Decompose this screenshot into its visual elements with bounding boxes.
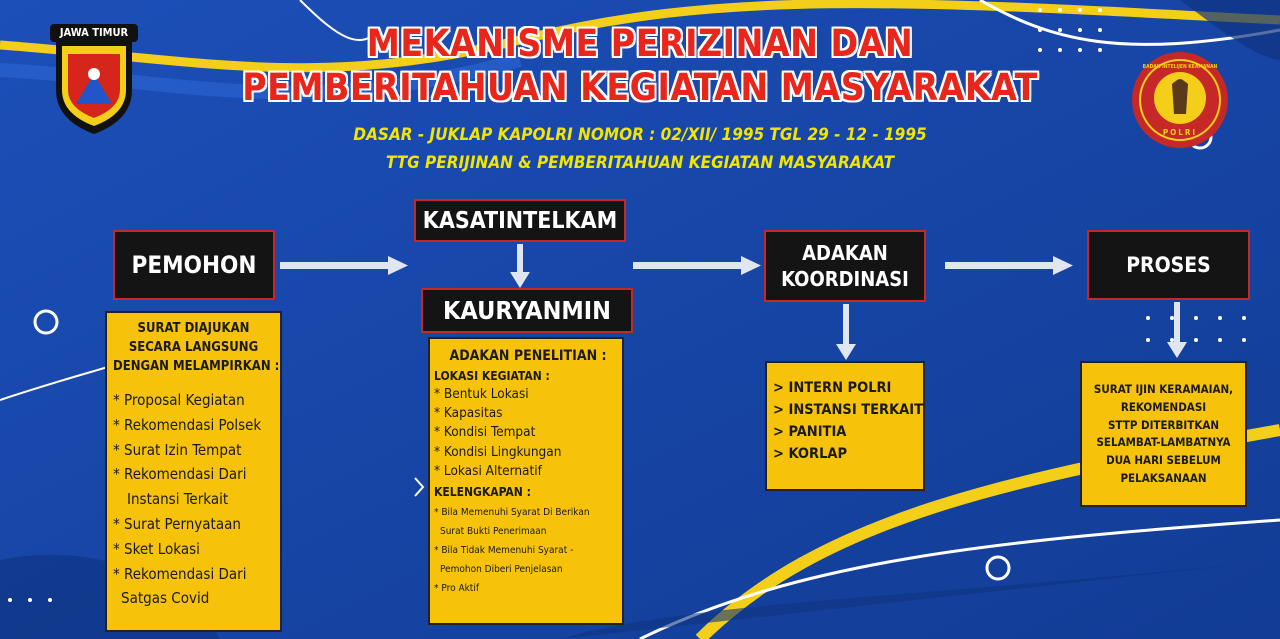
main-title-line2: PEMBERITAHUAN KEGIATAN MASYARAKAT [242, 66, 1038, 109]
kelengkapan-head: KELENGKAPAN : [434, 485, 531, 500]
list-item: Pemohon Diberi Penjelasan [440, 564, 563, 576]
main-title-line1: MEKANISME PERIZINAN DAN [366, 22, 914, 65]
arrow-koordinasi-down [836, 304, 856, 360]
proses-line: SELAMBAT-LAMBATNYA [1096, 435, 1231, 450]
basis-line2: TTG PERIJINAN & PEMBERITAHUAN KEGIATAN MASYARAKAT [385, 153, 895, 173]
list-item: Satgas Covid [121, 589, 210, 608]
arrow-koordinasi-to-proses [945, 256, 1075, 276]
penelitian-head: ADAKAN PENELITIAN : [449, 348, 607, 364]
step-koordinasi-label-1: ADAKAN [802, 241, 888, 265]
arrow-proses-down [1167, 302, 1187, 358]
jawa-timur-logo [46, 20, 142, 136]
arrow-kasat-to-kauryanmin [510, 244, 530, 288]
proses-result-box [1080, 361, 1247, 507]
proses-line: PELAKSANAAN [1120, 470, 1207, 485]
step-kauryanmin [421, 288, 633, 333]
proses-line: DUA HARI SEBELUM [1106, 453, 1221, 468]
list-item: > PANITIA [773, 424, 847, 440]
list-item: * Proposal Kegiatan [113, 391, 245, 409]
list-item: * Surat Izin Tempat [113, 440, 242, 459]
list-item: > INSTANSI TERKAIT [773, 402, 924, 418]
proses-line: REKOMENDASI [1120, 399, 1207, 414]
penelitian-box [428, 337, 624, 625]
arrow-to-koordinasi [633, 256, 763, 276]
step-proses [1087, 230, 1250, 300]
list-item: * Bentuk Lokasi [434, 386, 529, 402]
step-kauryanmin-label: KAURYANMIN [443, 296, 611, 325]
koordinasi-box [765, 361, 925, 491]
list-item: * Rekomendasi Dari [113, 564, 247, 583]
logo-right-bottom-text: POLRI [1162, 128, 1198, 137]
list-item: Surat Bukti Penerimaan [440, 526, 547, 538]
step-koordinasi-label-2: KOORDINASI [781, 267, 909, 291]
list-item: * Kondisi Tempat [434, 424, 536, 441]
list-item: > KORLAP [773, 446, 848, 462]
step-pemohon [113, 230, 275, 300]
lokasi-head: LOKASI KEGIATAN : [434, 369, 550, 383]
proses-line: SURAT IJIN KERAMAIAN, [1093, 382, 1234, 396]
list-item: * Kapasitas [434, 405, 503, 422]
list-item: * Lokasi Alternatif [434, 462, 542, 479]
step-proses-label: PROSES [1126, 253, 1211, 277]
step-pemohon-label: PEMOHON [131, 251, 257, 279]
baintelkam-logo [1130, 50, 1230, 150]
list-item: * Rekomendasi Polsek [113, 415, 262, 434]
pemohon-head-2: SECARA LANGSUNG [128, 340, 259, 355]
list-item: > INTERN POLRI [773, 380, 892, 396]
step-koordinasi [764, 230, 926, 302]
logo-right-top-text: BADAN INTELIJEN KEAMANAN [1142, 64, 1218, 70]
proses-line: STTP DITERBITKAN [1107, 417, 1220, 432]
pemohon-head-1: SURAT DIAJUKAN [137, 321, 250, 336]
step-kasatintelkam [414, 199, 626, 242]
basis-line1: DASAR - JUKLAP KAPOLRI NOMOR : 02/XII/ 1995 TGL 29 - 12 - 1995 [353, 125, 927, 145]
pemohon-requirements-box [105, 311, 282, 632]
list-item: * Sket Lokasi [113, 539, 200, 558]
list-item: * Bila Tidak Memenuhi Syarat - [434, 545, 574, 557]
pemohon-head-3: DENGAN MELAMPIRKAN : [113, 359, 280, 374]
list-item: * Rekomendasi Dari [113, 465, 247, 484]
list-item: * Bila Memenuhi Syarat Di Berikan [434, 507, 590, 519]
list-item: * Pro Aktif [434, 583, 479, 595]
list-item: Instansi Terkait [127, 490, 229, 509]
arrow-pemohon-to-kasat [280, 256, 410, 276]
step-kasatintelkam-label: KASATINTELKAM [422, 207, 618, 234]
list-item: * Surat Pernyataan [113, 514, 241, 533]
list-item: * Kondisi Lingkungan [434, 443, 562, 460]
logo-left-text: JAWA TIMUR [59, 26, 129, 39]
